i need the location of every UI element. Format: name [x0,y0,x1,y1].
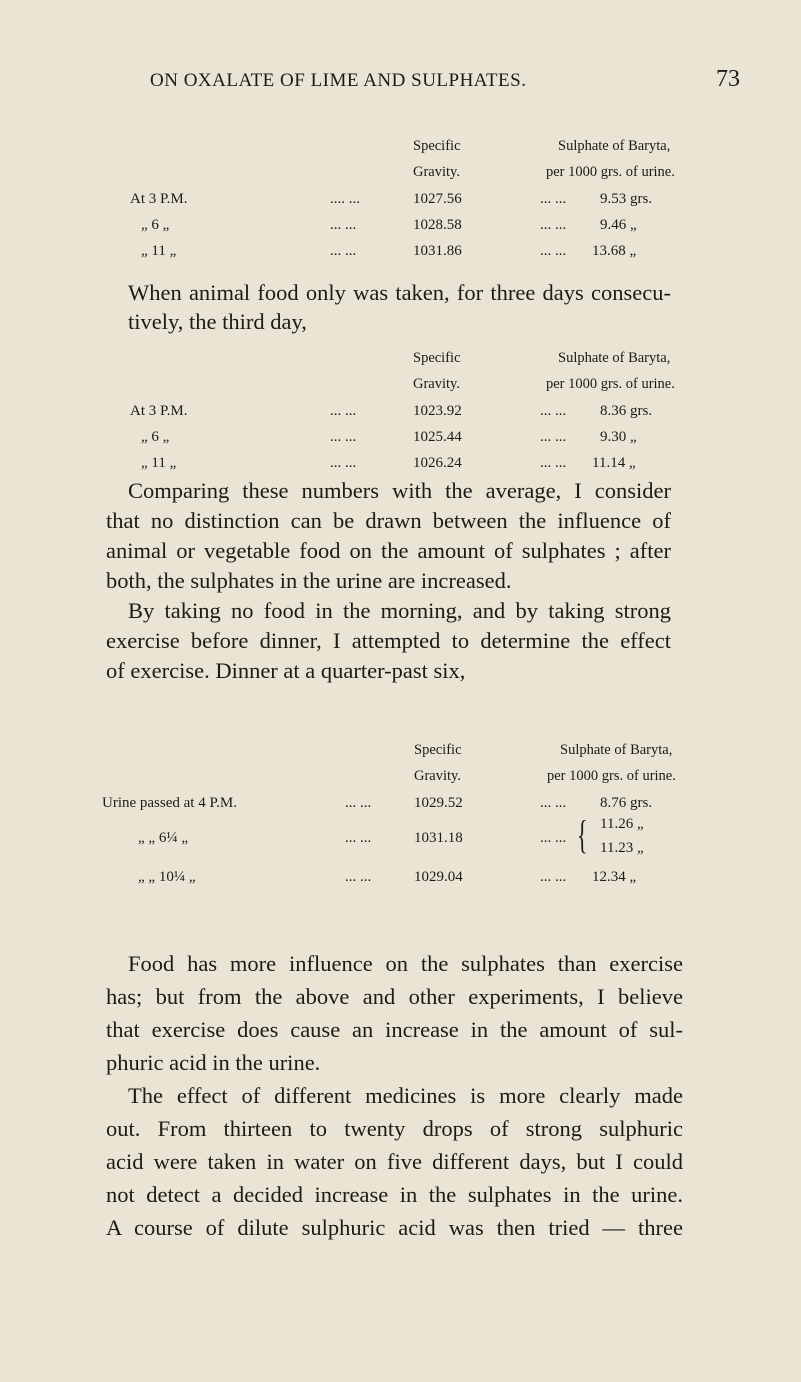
sulphate-value: 13.68 „ [592,243,637,259]
leader-dots: ... ... [330,429,357,445]
col-head-sulphate-2: per 1000 grs. of urine. [546,376,675,392]
col-head-sulphate-1: Sulphate of Baryta, [558,138,671,154]
leader-dots: ... ... [330,217,357,233]
sulphate-value: 9.30 „ [600,429,637,445]
leader-dots: ... ... [345,869,372,885]
gravity-value: 1028.58 [413,217,462,233]
row-label: Urine passed at 4 P.M. [102,795,237,811]
leader-dots: ... ... [540,217,567,233]
col-head-sulphate-2: per 1000 grs. of urine. [546,164,675,180]
sulphate-value: 12.34 „ [592,869,637,885]
row-label: „ „ 6¼ „ [138,830,188,846]
leader-dots: ... ... [540,191,567,207]
col-head-gravity-1: Specific [413,350,461,366]
text-line: both, the sulphates in the urine are increased. [106,568,512,593]
text-line: phuric acid in the urine. [106,1050,321,1075]
col-head-gravity-1: Specific [413,138,461,154]
gravity-value: 1026.24 [413,455,462,471]
sulphate-value: 9.46 „ [600,217,637,233]
page-number: 73 [716,66,740,92]
text-line: tively, the third day, [128,309,307,334]
gravity-value: 1029.04 [414,869,463,885]
gravity-value: 1031.86 [413,243,462,259]
page-header [0,66,801,100]
text-line: that no distinction can be drawn between the influence of [106,508,671,533]
row-label: At 3 P.M. [130,191,188,207]
leader-dots: ... ... [540,455,567,471]
text-line: not detect a decided increase in the sulphates in the urine. [106,1182,683,1207]
sulphate-value: 11.14 „ [592,455,636,471]
gravity-value: 1023.92 [413,403,462,419]
leader-dots: ... ... [540,403,567,419]
text-line: of exercise. Dinner at a quarter-past six, [106,658,466,683]
col-head-gravity-2: Gravity. [414,768,461,784]
gravity-value: 1031.18 [414,830,463,846]
running-title: ON OXALATE OF LIME AND SULPHATES. [150,70,527,91]
text-line: animal or vegetable food on the amount of sulphates ; after [106,538,671,563]
text-line: that exercise does cause an increase in the amount of sul- [106,1017,683,1042]
leader-dots: ... ... [345,795,372,811]
col-head-gravity-2: Gravity. [413,376,460,392]
leader-dots: ... ... [330,455,357,471]
sulphate-value: 11.26 „ [600,816,644,832]
gravity-value: 1029.52 [414,795,463,811]
text-line: exercise before dinner, I attempted to determine the effect [106,628,671,653]
sulphate-value: 8.36 grs. [600,403,653,419]
sulphate-value: 8.76 grs. [600,795,653,811]
text-line: acid were taken in water on five different days, but I could [106,1149,683,1174]
text-line: Comparing these numbers with the average, I consider [128,478,671,503]
brace-glyph: { [577,812,588,857]
leader-dots: ... ... [540,795,567,811]
leader-dots: ... ... [540,429,567,445]
row-label: „ 6 „ [141,429,170,445]
row-label: At 3 P.M. [130,403,188,419]
col-head-gravity-2: Gravity. [413,164,460,180]
gravity-value: 1027.56 [413,191,462,207]
sulphate-value: 11.23 „ [600,840,644,856]
row-label: „ 11 „ [141,455,177,471]
leader-dots: ... ... [330,243,357,259]
row-label: „ 6 „ [141,217,170,233]
leader-dots: ... ... [540,869,567,885]
text-line: A course of dilute sulphuric acid was then tried — three [106,1215,683,1240]
col-head-sulphate-1: Sulphate of Baryta, [558,350,671,366]
text-line: Food has more influence on the sulphates than exercise [128,951,683,976]
text-line: The effect of different medicines is more clearly made [128,1083,683,1108]
row-label: „ „ 10¼ „ [138,869,196,885]
text-line: When animal food only was taken, for three days consecu- [128,280,671,305]
leader-dots: ... ... [540,830,567,846]
text-line: By taking no food in the morning, and by taking strong [128,598,671,623]
row-label: „ 11 „ [141,243,177,259]
leader-dots: ... ... [540,243,567,259]
leader-dots: .... ... [330,191,360,207]
text-line: out. From thirteen to twenty drops of strong sulphuric [106,1116,683,1141]
col-head-sulphate-2: per 1000 grs. of urine. [547,768,676,784]
leader-dots: ... ... [345,830,372,846]
text-line: has; but from the above and other experiments, I believe [106,984,683,1009]
col-head-sulphate-1: Sulphate of Baryta, [560,742,673,758]
leader-dots: ... ... [330,403,357,419]
sulphate-value: 9.53 grs. [600,191,653,207]
gravity-value: 1025.44 [413,429,462,445]
col-head-gravity-1: Specific [414,742,462,758]
